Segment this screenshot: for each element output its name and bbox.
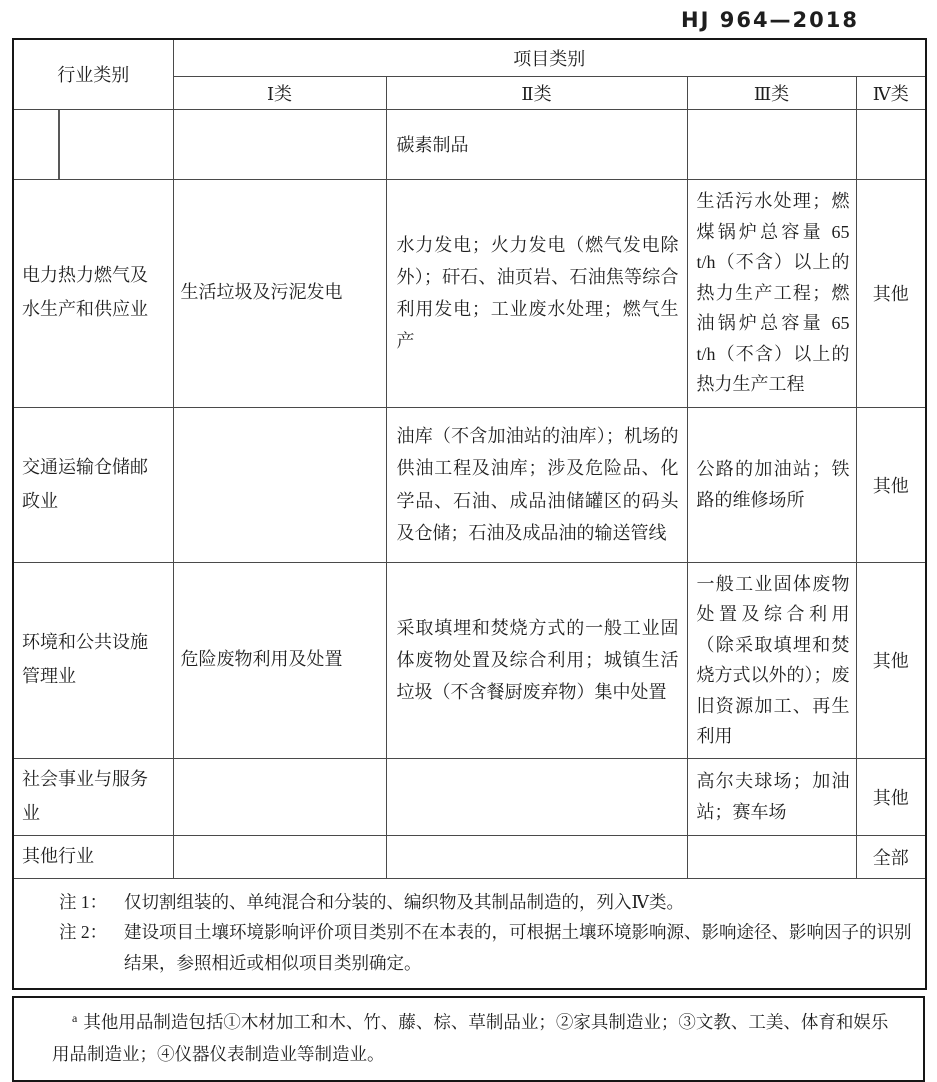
class2-cell: 碳素制品 xyxy=(386,109,687,179)
footnote-box xyxy=(12,996,925,1082)
class3-cell: 一般工业固体废物处置及综合利用（除采取填埋和焚烧方式以外的）；废旧资源加工、再生利用 xyxy=(687,562,856,759)
table-notes xyxy=(13,878,926,989)
standard-code: HJ 964—2018 xyxy=(681,8,859,32)
header-class-2: Ⅱ类 xyxy=(386,76,687,109)
header-row-1 xyxy=(13,39,926,76)
industry-cell: 环境和公共设施管理业 xyxy=(13,562,173,759)
note-2-label: 注 2： xyxy=(59,922,108,943)
table-note-1 xyxy=(14,887,917,918)
class1-cell xyxy=(173,835,386,878)
footnote-marker: a xyxy=(72,1010,78,1025)
table-row-power-heat-gas-water xyxy=(13,179,926,407)
class2-cell xyxy=(386,759,687,836)
class2-cell: 采取填埋和焚烧方式的一般工业固体废物处置及综合利用；城镇生活垃圾（不含餐厨废弃物）集中处置 xyxy=(386,562,687,759)
table-row-continuation xyxy=(13,109,926,179)
class4-cell: 其他 xyxy=(856,562,926,759)
table-row-transport-storage-post xyxy=(13,407,926,562)
class1-cell xyxy=(173,759,386,836)
class3-cell xyxy=(687,835,856,878)
project-category-table xyxy=(12,38,927,990)
class1-cell xyxy=(173,109,386,179)
table-row-other-industries xyxy=(13,835,926,878)
table-row-environment-public-facilities xyxy=(13,562,926,759)
industry-cell: 电力热力燃气及水生产和供应业 xyxy=(13,179,173,407)
class4-cell: 全部 xyxy=(856,835,926,878)
class4-cell: 其他 xyxy=(856,407,926,562)
class3-cell: 公路的加油站；铁路的维修场所 xyxy=(687,407,856,562)
header-class-3: Ⅲ类 xyxy=(687,76,856,109)
footnote-text: 其他用品制造包括①木材加工和木、竹、藤、棕、草制品业；②家具制造业；③文教、工美、体育和娱乐用品制造业；④仪器仪表制造业等制造业。 xyxy=(52,1012,889,1064)
footnote-line xyxy=(52,1007,903,1070)
class2-cell: 油库（不含加油站的油库）；机场的供油工程及油库；涉及危险品、化学品、石油、成品油储罐区的码头及仓储；石油及成品油的输送管线 xyxy=(386,407,687,562)
class1-cell: 危险废物利用及处置 xyxy=(173,562,386,759)
class4-cell: 其他 xyxy=(856,759,926,836)
header-class-4: Ⅳ类 xyxy=(856,76,926,109)
class3-cell: 高尔夫球场；加油站；赛车场 xyxy=(687,759,856,836)
table-header xyxy=(13,39,926,109)
class1-cell: 生活垃圾及污泥发电 xyxy=(173,179,386,407)
class1-cell xyxy=(173,407,386,562)
table-row-social-services xyxy=(13,759,926,836)
note-1-label: 注 1： xyxy=(59,891,108,912)
class2-cell xyxy=(386,835,687,878)
industry-cell: 其他行业 xyxy=(13,835,173,878)
industry-cell: 社会事业与服务业 xyxy=(13,759,173,836)
industry-cell xyxy=(13,109,173,179)
header-class-1: Ⅰ类 xyxy=(173,76,386,109)
class3-cell xyxy=(687,109,856,179)
class4-cell: 其他 xyxy=(856,179,926,407)
header-project-category: 项目类别 xyxy=(173,39,926,76)
class2-cell: 水力发电；火力发电（燃气发电除外）；矸石、油页岩、石油焦等综合利用发电；工业废水处理；燃气生产 xyxy=(386,179,687,407)
class3-cell: 生活污水处理；燃煤锅炉总容量 65 t/h（不含）以上的热力生产工程；燃油锅炉总容量 65 t/h（不含）以上的热力生产工程 xyxy=(687,179,856,407)
industry-cell: 交通运输仓储邮政业 xyxy=(13,407,173,562)
table-note-2 xyxy=(14,917,917,978)
note-2-text: 建设项目土壤环境影响评价项目类别不在本表的，可根据土壤环境影响源、影响途径、影响因子的识别结果，参照相近或相似项目类别确定。 xyxy=(124,922,912,973)
note-1-text: 仅切割组装的、单纯混合和分装的、编织物及其制品制造的，列入Ⅳ类。 xyxy=(124,891,684,912)
table-notes-row xyxy=(13,878,926,989)
class4-cell xyxy=(856,109,926,179)
header-industry: 行业类别 xyxy=(13,39,173,109)
